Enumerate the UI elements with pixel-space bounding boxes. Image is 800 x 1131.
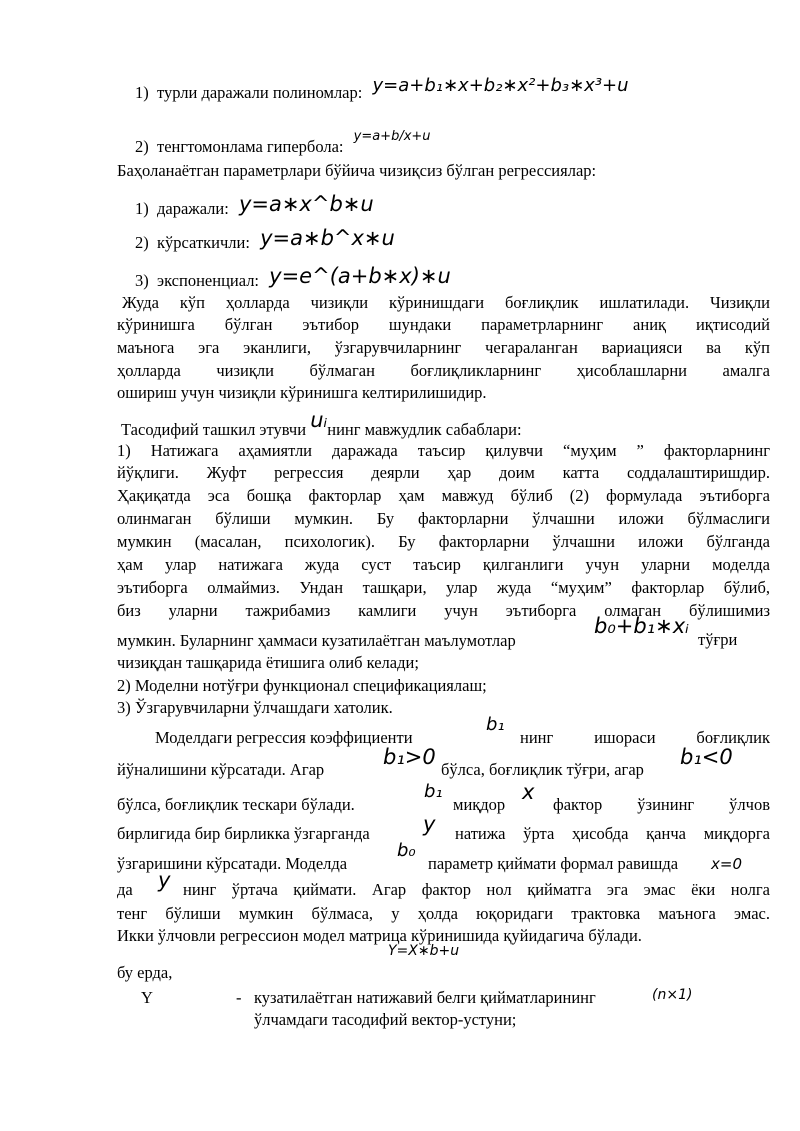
list-text: даражали: xyxy=(157,199,229,218)
reason2: 2) Моделни нотўғри функционал спецификациялаш; xyxy=(117,676,487,695)
where-label: бу ерда, xyxy=(117,963,173,982)
coef-text: ўзгаришини кўрсатади. Моделда xyxy=(117,854,348,873)
nonlinear-heading: Баҳоланаётган параметрлари бўйича чизиқсиз бўлган регрессиялар: xyxy=(117,161,597,180)
coef-text: натижа ўрта ҳисобда қанча миқдорга xyxy=(455,824,770,843)
reason1-line: 1) Натижага аҳамиятли даражада таъсир қилувчи “муҳим ” факторларнинг xyxy=(117,441,770,460)
coef-text: фактор ўзининг ўлчов xyxy=(553,795,770,814)
matrix-formula: Y=X∗b+u xyxy=(388,943,460,959)
list-text: кўрсаткичли: xyxy=(157,233,250,252)
b0-variable: b₀ xyxy=(397,840,416,861)
reason1-line: йўқлиги. Жуфт регрессия деярли ҳар доим катта соддалаштиришдир. xyxy=(117,463,770,482)
reason1-line: ҳам улар натижага жуда суст таъсир қилганлиги учун уларни моделда xyxy=(117,555,770,574)
para1-line: ошириш учун чизиқли кўринишга келтирилишидир. xyxy=(117,383,487,402)
hyperbola-formula: y=a+b/x+u xyxy=(353,129,431,144)
regression-line-formula: b₀+b₁∗xᵢ xyxy=(594,614,689,638)
reasons-intro-text: Тасодифий ташкил этувчи xyxy=(121,420,307,439)
exponential-item xyxy=(135,264,775,292)
y-variable: y xyxy=(158,868,171,892)
list-text: турли даражали полиномлар: xyxy=(157,83,363,102)
reason1-line: Ҳақиқатда эса бошқа факторлар ҳам мавжуд бўлиб (2) формулада эътиборга xyxy=(117,486,770,505)
hyperbola-item xyxy=(135,129,775,160)
coef-text: Моделдаги регрессия коэффициенти xyxy=(155,728,413,747)
para1-line: Жуда кўп ҳолларда чизиқли кўринишдаги боғлиқлик ишлатилади. Чизиқли xyxy=(122,293,770,312)
coef-text: бўлса, боғлиқлик тўғри, агар xyxy=(441,760,644,779)
coef-text: тенг бўлиши мумкин бўлмаса, у ҳолда юқоридаги трактовка маънога эмас. xyxy=(117,904,770,923)
reason1-line: мумкин (масалан, психологик). Бу факторларни ўлчашни иложи бўлганда xyxy=(117,532,770,551)
u-i-variable: uᵢ xyxy=(310,408,328,432)
power-item xyxy=(135,192,775,220)
exponential-formula: y=e^(a+b∗x)∗u xyxy=(269,264,451,288)
coef-text: бўлса, боғлиқлик тескари бўлади. xyxy=(117,795,355,814)
para1-line: кўринишга бўлган эътибор шундаки параметрларнинг аниқ иқтисодий xyxy=(117,315,770,334)
b1-positive-formula: b₁>0 xyxy=(383,745,436,769)
coef-text: Икки ўлчовли регрессион модел матрица кўринишида қуйидагича бўлади. xyxy=(117,926,642,945)
list-number: 2) xyxy=(135,137,149,156)
x-zero-condition: x=0 xyxy=(711,855,742,873)
exponential-base-formula: y=a∗b^x∗u xyxy=(260,226,395,250)
reason1-line: биз уларни тажрибамиз камлиги учун эътиборга олмаган бўлишимиз xyxy=(117,601,770,620)
reason1-tail: чизиқдан ташқарида ётишига олиб келади; xyxy=(117,653,419,672)
definition-dash: - xyxy=(236,988,242,1007)
polynomial-formula: y=a+b₁∗x+b₂∗x²+b₃∗x³+u xyxy=(372,75,629,96)
exponential-base-item xyxy=(135,226,775,254)
reason1-line: эътиборга олмаймиз. Ундан ташқари, улар жуда “муҳим” факторлар бўлиб, xyxy=(117,578,770,597)
list-number: 1) xyxy=(135,199,149,218)
definition-symbol: Y xyxy=(141,988,153,1007)
coef-text: нинг ўртача қиймати. Агар фактор нол қийматга эга эмас ёки нолга xyxy=(183,880,770,899)
b1-variable: b₁ xyxy=(486,714,505,735)
reason1-last-word: тўғри xyxy=(698,630,738,649)
dimension-formula: (n×1) xyxy=(652,987,693,1003)
y-variable: y xyxy=(423,812,436,836)
list-number: 3) xyxy=(135,271,149,290)
para1-line: ҳолларда чизиқли бўлмаган боғлиқликларнинг ҳисоблашларни амалга xyxy=(117,361,770,380)
list-number: 2) xyxy=(135,233,149,252)
list-text: тенгтомонлама гипербола: xyxy=(157,137,344,156)
list-number: 1) xyxy=(135,83,149,102)
power-formula: y=a∗x^b∗u xyxy=(238,192,374,216)
b1-variable: b₁ xyxy=(424,781,443,802)
b1-negative-formula: b₁<0 xyxy=(680,745,733,769)
list-text: экспоненциал: xyxy=(157,271,260,290)
coef-text: нинг ишораси боғлиқлик xyxy=(520,728,770,747)
coef-text: бирлигида бир бирликка ўзгарганда xyxy=(117,824,370,843)
coef-text: миқдор xyxy=(453,795,506,814)
reason1-line: олинмаган бўлиши мумкин. Бу факторларни ўлчашни иложи бўлмаслиги xyxy=(117,509,770,528)
reason1-last-text: мумкин. Буларнинг ҳаммаси кузатилаётган маълумотлар xyxy=(117,631,516,650)
coef-text: да xyxy=(117,880,133,899)
coef-text: параметр қиймати формал равишда xyxy=(428,854,679,873)
para1-line: маънога эга эканлиги, ўзгарувчиларнинг чегараланган вариацияси ва кўп xyxy=(117,338,770,357)
reasons-intro xyxy=(121,408,771,441)
polynomial-item xyxy=(135,75,775,104)
reason3: 3) Ўзгарувчиларни ўлчашдаги хатолик. xyxy=(117,698,393,717)
definition-text: ўлчамдаги тасодифий вектор-устуни; xyxy=(254,1010,517,1029)
reasons-intro-text: нинг мавжудлик сабаблари: xyxy=(327,420,522,439)
coef-text: йўналишини кўрсатади. Агар xyxy=(117,760,325,779)
definition-text: кузатилаётган натижавий белги қийматларининг xyxy=(254,988,596,1007)
x-variable: x xyxy=(522,780,535,804)
